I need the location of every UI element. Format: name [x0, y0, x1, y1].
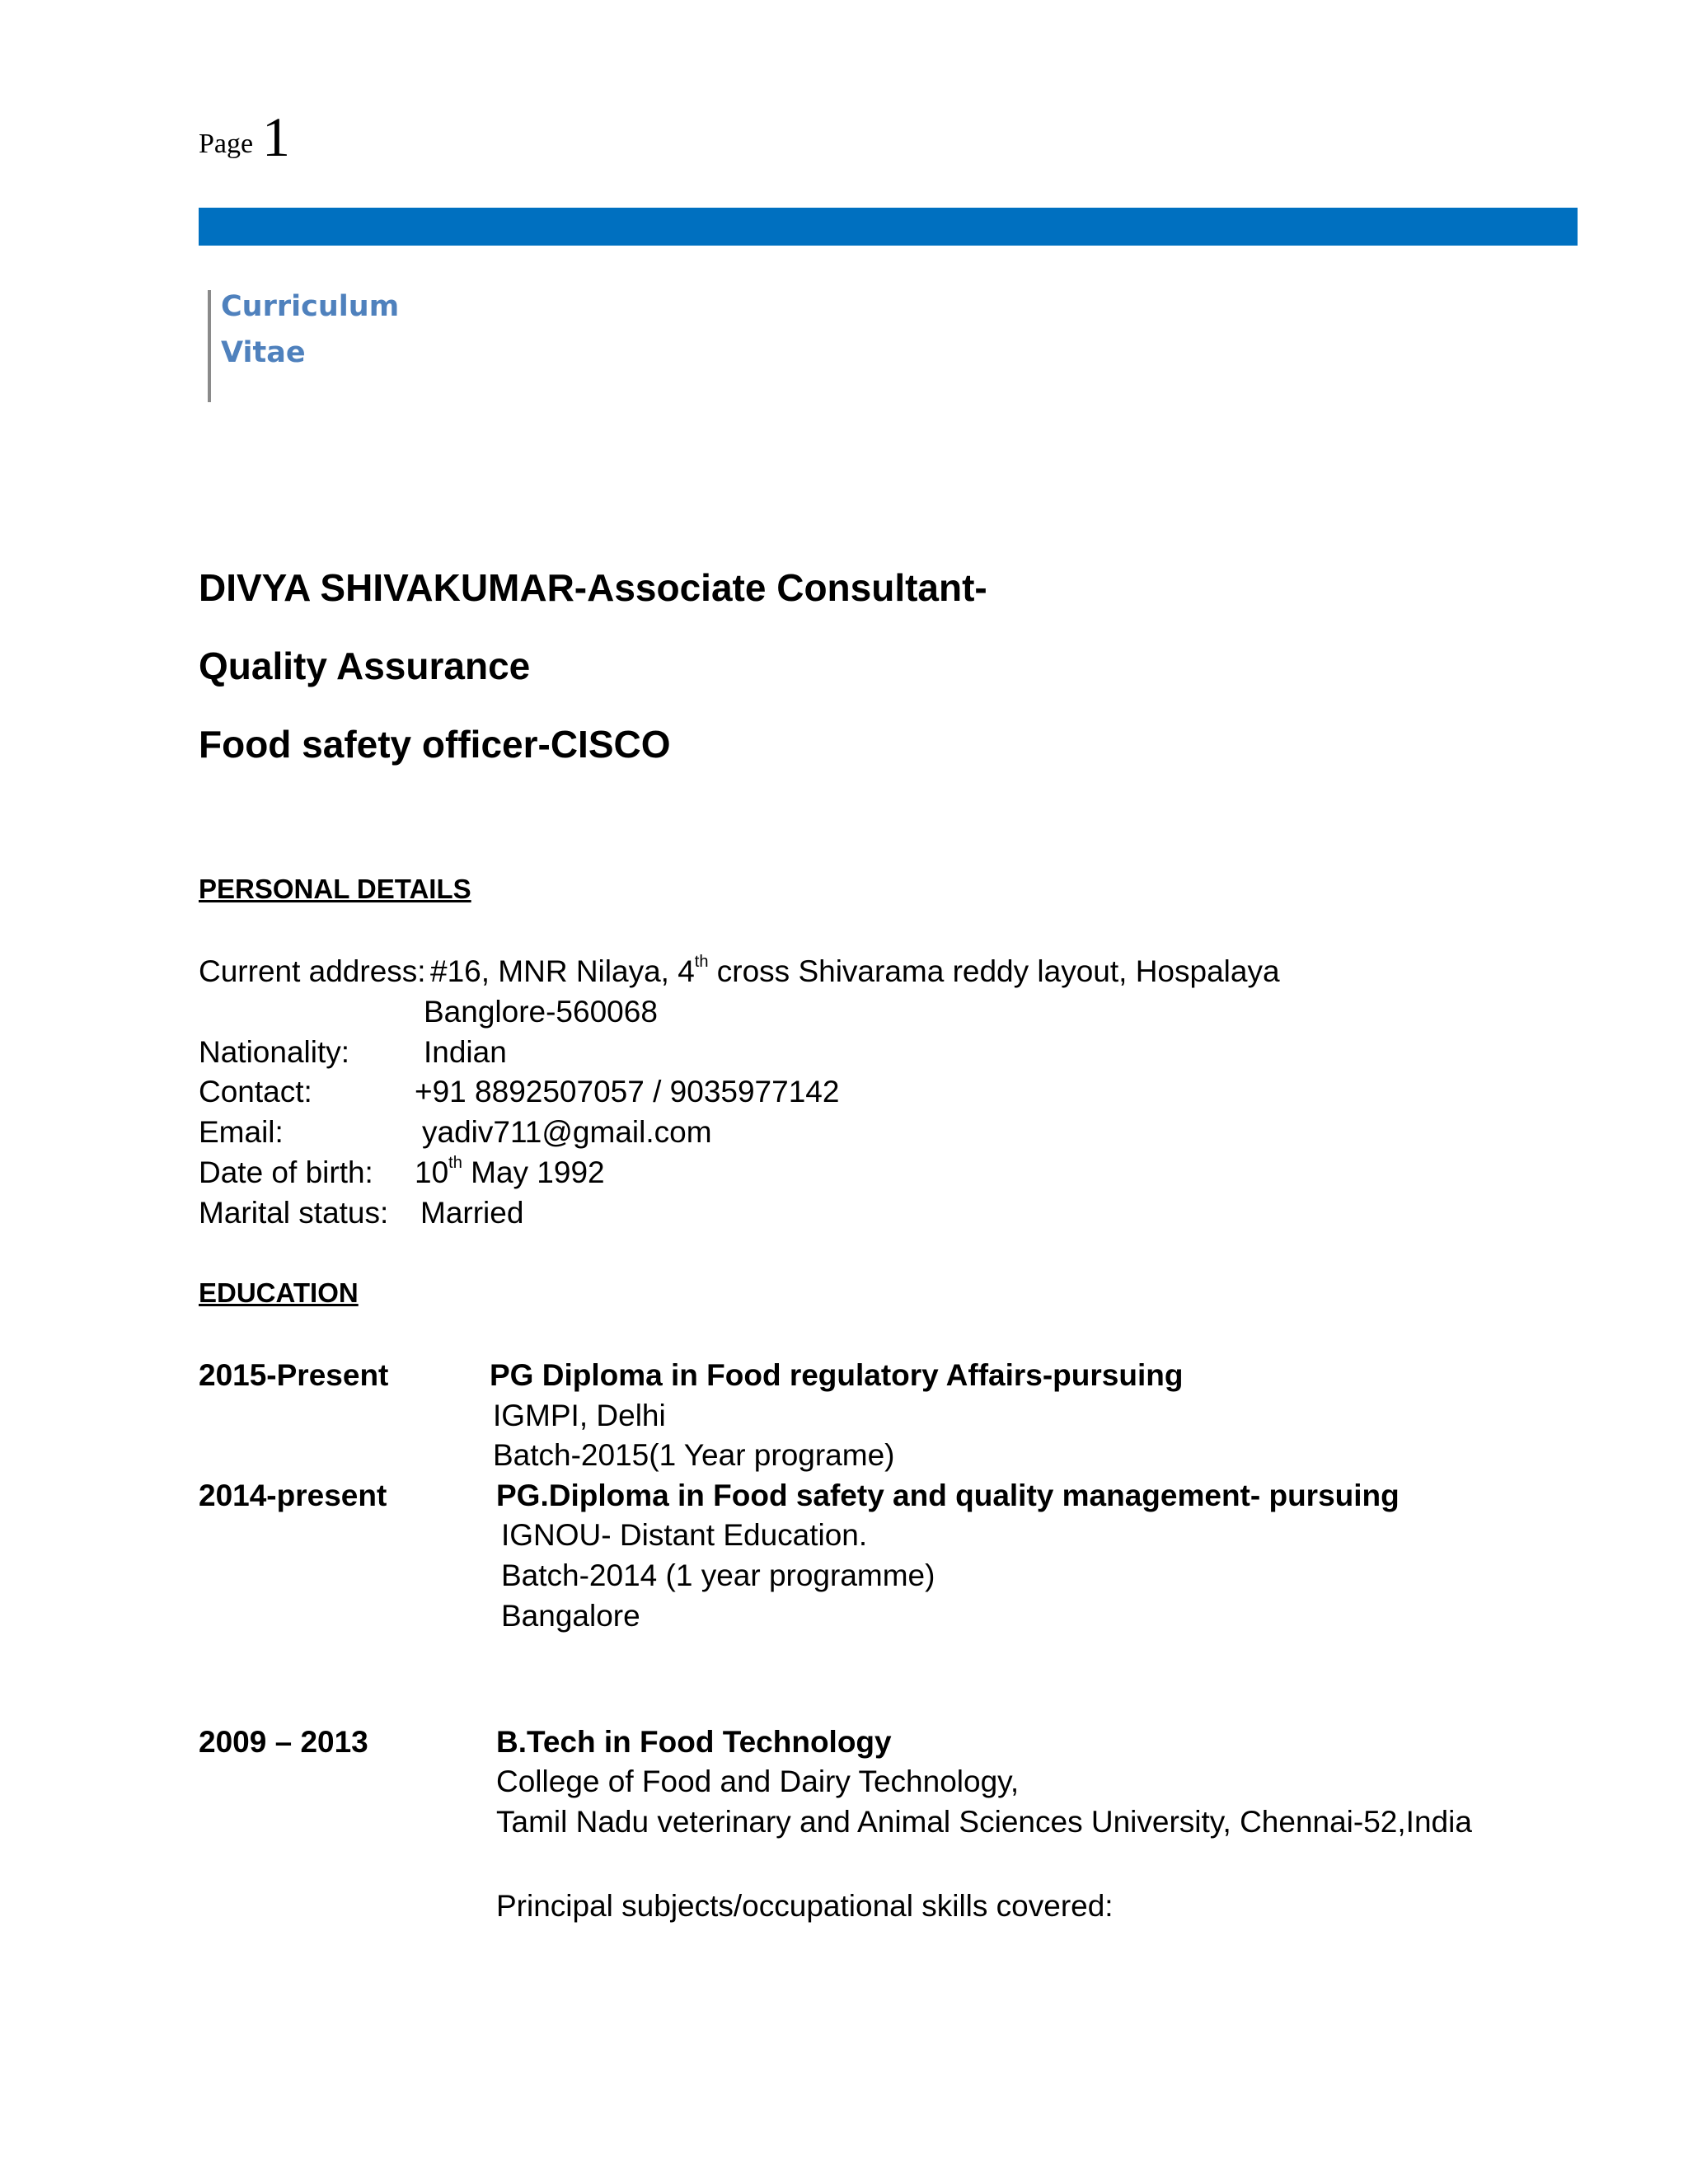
name-title: DIVYA SHIVAKUMAR-Associate Consultant-	[199, 566, 987, 609]
education-detail: Batch-2015(1 Year programe)	[493, 1438, 895, 1472]
nationality-value: Indian	[424, 1035, 507, 1069]
page-label: Page	[199, 129, 254, 159]
header-band	[199, 208, 1578, 246]
personal-details-heading: PERSONAL DETAILS	[199, 874, 471, 904]
education-period: 2015-Present	[199, 1358, 389, 1392]
education-period: 2009 – 2013	[199, 1725, 368, 1759]
education-title: PG Diploma in Food regulatory Affairs-pursuing	[490, 1358, 1184, 1392]
subjects-note: Principal subjects/occupational skills covered:	[496, 1889, 1114, 1923]
dob-value: 10th May 1992	[415, 1154, 605, 1189]
cv-title-line2: Vitae	[221, 336, 306, 369]
nationality-label: Nationality:	[199, 1035, 350, 1069]
contact-label: Contact:	[199, 1075, 312, 1108]
marital-value: Married	[420, 1196, 524, 1230]
education-detail: Tamil Nadu veterinary and Animal Sciences University, Chennai-52,India	[496, 1805, 1472, 1839]
education-detail: IGNOU- Distant Education.	[501, 1518, 868, 1552]
education-detail: IGMPI, Delhi	[493, 1399, 666, 1432]
education-heading: EDUCATION	[199, 1277, 359, 1308]
education-period: 2014-present	[199, 1479, 387, 1512]
education-detail: Bangalore	[501, 1599, 640, 1633]
contact-value: +91 8892507057 / 9035977142	[415, 1075, 840, 1108]
email-value: yadiv711@gmail.com	[422, 1115, 712, 1149]
email-label: Email:	[199, 1115, 284, 1149]
position-title: Food safety officer-CISCO	[199, 723, 671, 766]
education-title: PG.Diploma in Food safety and quality management- pursuing	[496, 1479, 1400, 1512]
cv-title-line1: Curriculum	[221, 290, 400, 323]
role-title: Quality Assurance	[199, 644, 531, 687]
education-detail: Batch-2014 (1 year programme)	[501, 1558, 935, 1592]
address-label: Current address:	[199, 954, 426, 988]
page-number: 1	[262, 105, 290, 168]
cv-accent-bar	[208, 290, 211, 402]
education-detail: College of Food and Dairy Technology,	[496, 1765, 1020, 1798]
address-value: #16, MNR Nilaya, 4th cross Shivarama reddy layout, Hospalaya	[430, 953, 1280, 988]
education-title: B.Tech in Food Technology	[496, 1725, 892, 1759]
dob-label: Date of birth:	[199, 1155, 373, 1189]
marital-label: Marital status:	[199, 1196, 389, 1230]
address-line2: Banglore-560068	[424, 995, 658, 1029]
